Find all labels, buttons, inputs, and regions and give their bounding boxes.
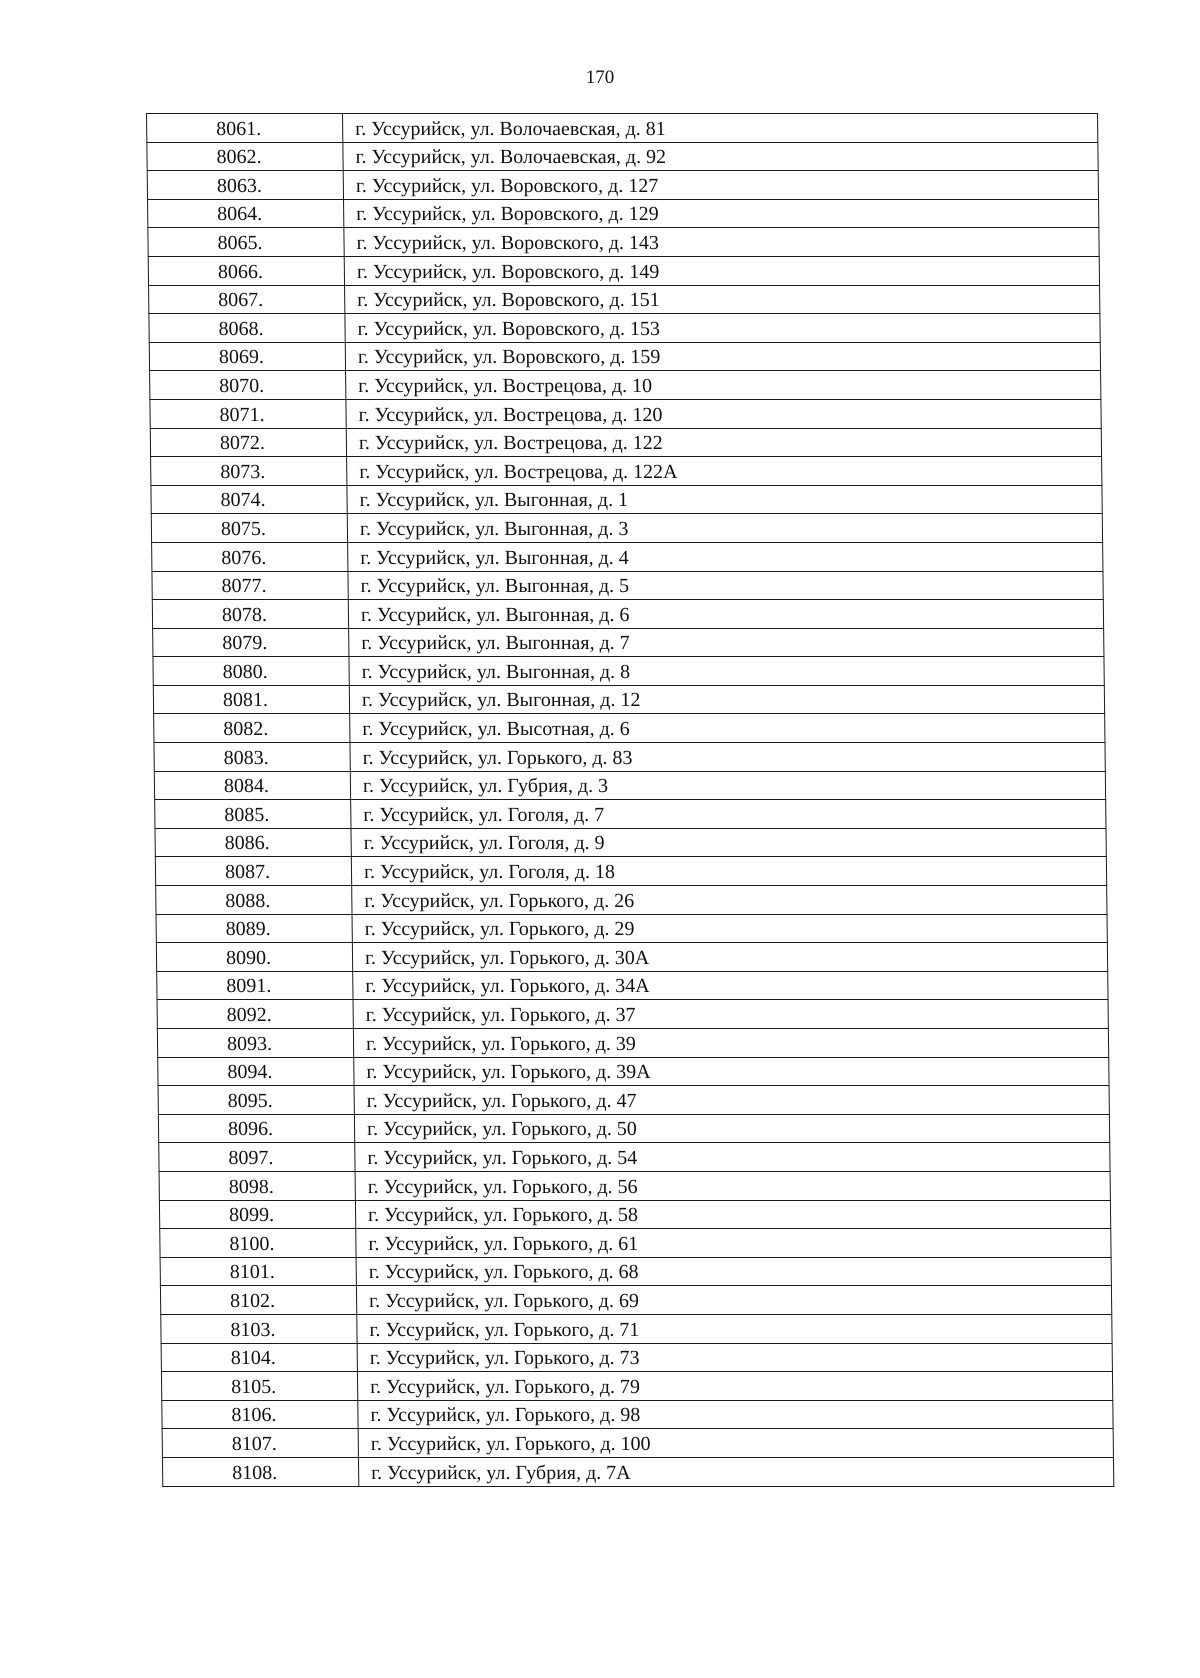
row-number-cell: 8064. xyxy=(148,199,344,228)
table-row xyxy=(160,1229,1111,1258)
address-cell: г. Уссурийск, ул. Губрия, д. 3 xyxy=(350,771,1105,800)
table-row xyxy=(154,743,1105,772)
table-row xyxy=(153,657,1104,686)
row-number-cell: 8066. xyxy=(148,256,344,285)
row-number-cell: 8084. xyxy=(154,771,350,800)
row-number-cell: 8108. xyxy=(162,1457,358,1486)
address-table-body xyxy=(147,114,1114,1487)
address-table xyxy=(146,113,1114,1487)
row-number-cell: 8087. xyxy=(155,857,351,886)
table-row xyxy=(162,1457,1113,1486)
address-cell: г. Уссурийск, ул. Горького, д. 71 xyxy=(357,1314,1112,1343)
table-row xyxy=(159,1171,1110,1200)
row-number-cell: 8104. xyxy=(161,1343,357,1372)
address-cell: г. Уссурийск, ул. Горького, д. 73 xyxy=(357,1343,1112,1372)
address-cell: г. Уссурийск, ул. Горького, д. 39А xyxy=(354,1057,1109,1086)
address-cell: г. Уссурийск, ул. Горького, д. 69 xyxy=(356,1286,1111,1315)
row-number-cell: 8090. xyxy=(156,943,352,972)
address-cell: г. Уссурийск, ул. Вострецова, д. 122 xyxy=(346,428,1101,457)
table-row xyxy=(152,600,1103,629)
row-number-cell: 8068. xyxy=(149,314,345,343)
address-cell: г. Уссурийск, ул. Горького, д. 58 xyxy=(355,1200,1110,1229)
table-row xyxy=(150,428,1101,457)
address-cell: г. Уссурийск, ул. Горького, д. 50 xyxy=(354,1114,1109,1143)
address-cell: г. Уссурийск, ул. Горького, д. 30А xyxy=(352,943,1107,972)
address-cell: г. Уссурийск, ул. Горького, д. 37 xyxy=(353,1000,1108,1029)
table-row xyxy=(156,914,1107,943)
address-cell: г. Уссурийск, ул. Воровского, д. 143 xyxy=(344,228,1099,257)
row-number-cell: 8079. xyxy=(153,628,349,657)
table-row xyxy=(147,114,1098,143)
address-cell: г. Уссурийск, ул. Горького, д. 54 xyxy=(355,1143,1110,1172)
table-row xyxy=(162,1400,1113,1429)
row-number-cell: 8062. xyxy=(147,142,343,171)
row-number-cell: 8096. xyxy=(158,1114,354,1143)
row-number-cell: 8081. xyxy=(153,685,349,714)
row-number-cell: 8075. xyxy=(151,514,347,543)
table-row xyxy=(159,1143,1110,1172)
address-cell: г. Уссурийск, ул. Вострецова, д. 120 xyxy=(346,399,1101,428)
address-cell: г. Уссурийск, ул. Горького, д. 68 xyxy=(356,1257,1111,1286)
table-row xyxy=(150,371,1101,400)
address-cell: г. Уссурийск, ул. Гоголя, д. 7 xyxy=(351,800,1106,829)
table-row xyxy=(160,1286,1111,1315)
address-cell: г. Уссурийск, ул. Губрия, д. 7А xyxy=(358,1457,1113,1486)
row-number-cell: 8099. xyxy=(159,1200,355,1229)
address-cell: г. Уссурийск, ул. Горького, д. 61 xyxy=(356,1229,1111,1258)
row-number-cell: 8071. xyxy=(150,399,346,428)
table-row xyxy=(152,571,1103,600)
table-row xyxy=(162,1429,1113,1458)
table-row xyxy=(156,886,1107,915)
table-row xyxy=(153,685,1104,714)
row-number-cell: 8065. xyxy=(148,228,344,257)
address-cell: г. Уссурийск, ул. Горького, д. 26 xyxy=(352,886,1107,915)
address-cell: г. Уссурийск, ул. Выгонная, д. 6 xyxy=(348,600,1103,629)
row-number-cell: 8083. xyxy=(154,743,350,772)
table-row xyxy=(155,800,1106,829)
table-row xyxy=(158,1057,1109,1086)
row-number-cell: 8091. xyxy=(157,971,353,1000)
address-cell: г. Уссурийск, ул. Выгонная, д. 8 xyxy=(349,657,1104,686)
row-number-cell: 8093. xyxy=(157,1029,353,1058)
address-cell: г. Уссурийск, ул. Высотная, д. 6 xyxy=(350,714,1105,743)
table-row xyxy=(152,542,1103,571)
address-cell: г. Уссурийск, ул. Выгонная, д. 5 xyxy=(348,571,1103,600)
address-cell: г. Уссурийск, ул. Вострецова, д. 122А xyxy=(347,457,1102,486)
address-cell: г. Уссурийск, ул. Воровского, д. 159 xyxy=(345,342,1100,371)
row-number-cell: 8103. xyxy=(161,1314,357,1343)
table-row xyxy=(149,342,1100,371)
table-row xyxy=(157,971,1108,1000)
row-number-cell: 8061. xyxy=(147,114,343,143)
address-cell: г. Уссурийск, ул. Выгонная, д. 12 xyxy=(349,685,1104,714)
address-cell: г. Уссурийск, ул. Выгонная, д. 3 xyxy=(347,514,1102,543)
page-number: 170 xyxy=(585,67,615,88)
address-cell: г. Уссурийск, ул. Гоголя, д. 9 xyxy=(351,828,1106,857)
row-number-cell: 8067. xyxy=(149,285,345,314)
table-row xyxy=(151,457,1102,486)
address-cell: г. Уссурийск, ул. Горького, д. 29 xyxy=(352,914,1107,943)
address-cell: г. Уссурийск, ул. Горького, д. 98 xyxy=(358,1400,1113,1429)
row-number-cell: 8082. xyxy=(154,714,350,743)
address-cell: г. Уссурийск, ул. Горького, д. 79 xyxy=(357,1372,1112,1401)
table-row xyxy=(158,1086,1109,1115)
address-cell: г. Уссурийск, ул. Воровского, д. 127 xyxy=(343,171,1098,200)
table-row xyxy=(149,285,1100,314)
table-row xyxy=(161,1314,1112,1343)
table-row xyxy=(160,1257,1111,1286)
address-cell: г. Уссурийск, ул. Горького, д. 56 xyxy=(355,1171,1110,1200)
address-cell: г. Уссурийск, ул. Воровского, д. 151 xyxy=(345,285,1100,314)
row-number-cell: 8076. xyxy=(152,542,348,571)
row-number-cell: 8088. xyxy=(156,886,352,915)
table-row xyxy=(148,256,1099,285)
row-number-cell: 8070. xyxy=(150,371,346,400)
address-cell: г. Уссурийск, ул. Воровского, д. 129 xyxy=(344,199,1099,228)
table-row xyxy=(155,857,1106,886)
row-number-cell: 8107. xyxy=(162,1429,358,1458)
address-cell: г. Уссурийск, ул. Волочаевская, д. 92 xyxy=(343,142,1098,171)
row-number-cell: 8100. xyxy=(160,1229,356,1258)
table-row xyxy=(151,485,1102,514)
row-number-cell: 8098. xyxy=(159,1171,355,1200)
table-row xyxy=(153,628,1104,657)
row-number-cell: 8102. xyxy=(160,1286,356,1315)
table-row xyxy=(156,943,1107,972)
address-cell: г. Уссурийск, ул. Вострецова, д. 10 xyxy=(346,371,1101,400)
row-number-cell: 8101. xyxy=(160,1257,356,1286)
row-number-cell: 8106. xyxy=(162,1400,358,1429)
address-cell: г. Уссурийск, ул. Горького, д. 100 xyxy=(358,1429,1113,1458)
address-cell: г. Уссурийск, ул. Горького, д. 83 xyxy=(350,743,1105,772)
row-number-cell: 8080. xyxy=(153,657,349,686)
row-number-cell: 8095. xyxy=(158,1086,354,1115)
row-number-cell: 8092. xyxy=(157,1000,353,1029)
row-number-cell: 8085. xyxy=(155,800,351,829)
table-row xyxy=(148,199,1099,228)
row-number-cell: 8089. xyxy=(156,914,352,943)
row-number-cell: 8063. xyxy=(147,171,343,200)
table-row xyxy=(150,399,1101,428)
address-cell: г. Уссурийск, ул. Выгонная, д. 1 xyxy=(347,485,1102,514)
table-row xyxy=(157,1029,1108,1058)
row-number-cell: 8086. xyxy=(155,828,351,857)
table-row xyxy=(159,1200,1110,1229)
row-number-cell: 8072. xyxy=(150,428,346,457)
row-number-cell: 8069. xyxy=(149,342,345,371)
row-number-cell: 8073. xyxy=(151,457,347,486)
table-row xyxy=(148,228,1099,257)
table-row xyxy=(154,771,1105,800)
address-cell: г. Уссурийск, ул. Воровского, д. 153 xyxy=(345,314,1100,343)
table-row xyxy=(147,142,1098,171)
address-cell: г. Уссурийск, ул. Гоголя, д. 18 xyxy=(351,857,1106,886)
address-cell: г. Уссурийск, ул. Горького, д. 47 xyxy=(354,1086,1109,1115)
table-row xyxy=(154,714,1105,743)
table-row xyxy=(161,1343,1112,1372)
address-cell: г. Уссурийск, ул. Горького, д. 34А xyxy=(353,971,1108,1000)
address-cell: г. Уссурийск, ул. Выгонная, д. 4 xyxy=(348,542,1103,571)
address-cell: г. Уссурийск, ул. Волочаевская, д. 81 xyxy=(343,114,1098,143)
row-number-cell: 8074. xyxy=(151,485,347,514)
table-row xyxy=(151,514,1102,543)
table-row xyxy=(158,1114,1109,1143)
row-number-cell: 8094. xyxy=(158,1057,354,1086)
address-cell: г. Уссурийск, ул. Выгонная, д. 7 xyxy=(349,628,1104,657)
table-row xyxy=(157,1000,1108,1029)
table-row xyxy=(155,828,1106,857)
row-number-cell: 8097. xyxy=(159,1143,355,1172)
row-number-cell: 8105. xyxy=(161,1372,357,1401)
address-cell: г. Уссурийск, ул. Горького, д. 39 xyxy=(353,1029,1108,1058)
table-row xyxy=(147,171,1098,200)
address-cell: г. Уссурийск, ул. Воровского, д. 149 xyxy=(344,256,1099,285)
table-row xyxy=(149,314,1100,343)
row-number-cell: 8077. xyxy=(152,571,348,600)
row-number-cell: 8078. xyxy=(152,600,348,629)
table-row xyxy=(161,1372,1112,1401)
